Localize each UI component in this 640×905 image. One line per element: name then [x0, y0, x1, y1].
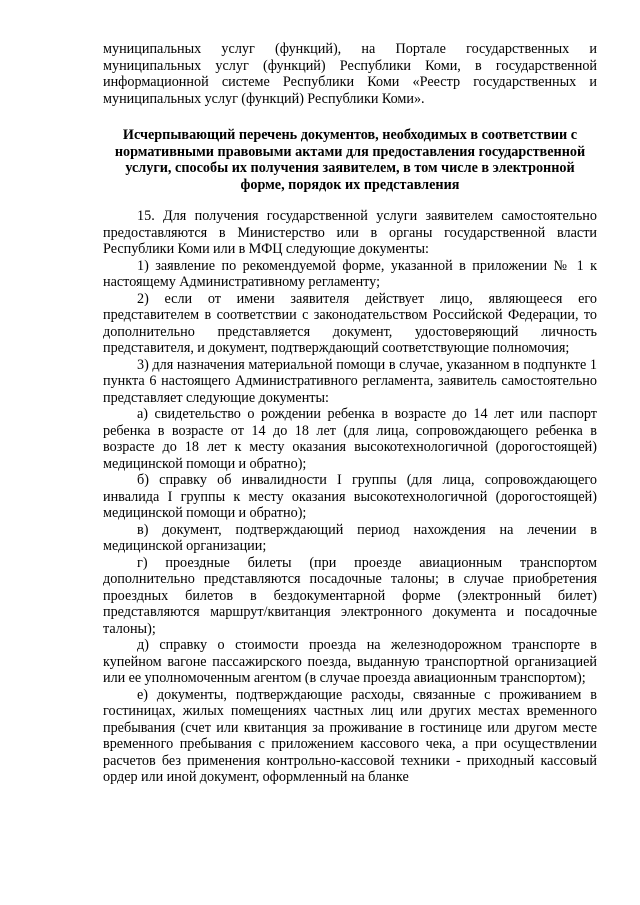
paragraph-item-v: в) документ, подтверждающий период нахождения на лечении в медицинской организации; [103, 521, 597, 554]
paragraph-item-d: д) справку о стоимости проезда на железнодорожном транспорте в купейном вагоне пассажирского поезда, выданную транспортной организацией или ее уполномоченным агентом (в случае проезда авиационным транспортом); [103, 637, 597, 686]
paragraph-item-a: а) свидетельство о рождении ребенка в возрасте до 14 лет или паспорт ребенка в возрасте от 14 до 18 лет (для лица, сопровождающего ребенка в возрасте до 18 лет к месту оказания высокотехнологичной (дорогостоящей) медицинской помощи и обратно); [103, 406, 597, 472]
document-body [103, 208, 597, 786]
intro-section [103, 41, 597, 107]
paragraph-item-2: 2) если от имени заявителя действует лицо, являющееся его представителем в соответствии с законодательством Российской Федерации, то дополнительно представляется документ, удостоверяющий личность представителя, и документ, подтверждающий соответствующие полномочия; [103, 290, 597, 356]
paragraph-15: 15. Для получения государственной услуги заявителем самостоятельно предоставляются в Министерство или в органы государственной власти Республики Коми или в МФЦ следующие документы: [103, 208, 597, 257]
paragraph-item-e: е) документы, подтверждающие расходы, связанные с проживанием в гостиницах, жилых помещениях частных лиц или других местах временного пребывания (счет или квитанция за проживание в гостинице или другом месте временного пребывания с приложением кассового чека, а при осуществлении расчетов без применения контрольно-кассовой техники - приходный кассовый ордер или иной документ, оформленный на бланке [103, 686, 597, 785]
paragraph-item-3: 3) для назначения материальной помощи в случае, указанном в подпункте 1 пункта 6 настоящего Административного регламента, заявитель самостоятельно представляет следующие документы: [103, 356, 597, 406]
intro-paragraph: муниципальных услуг (функций), на Портале государственных и муниципальных услуг (функций) Республики Коми, в государственной информационной системе Республики Коми «Реестр государственных и муниципальных услуг (функций) Республики Коми». [103, 41, 597, 107]
paragraph-item-b: б) справку об инвалидности I группы (для лица, сопровождающего инвалида I группы к месту оказания высокотехнологичной (дорогостоящей) медицинской помощи и обратно); [103, 472, 597, 521]
section-heading: Исчерпывающий перечень документов, необходимых в соответствии с нормативными правовыми актами для предоставления государственной услуги, способы их получения заявителем, в том числе в электронной форме, порядок их представления [114, 127, 586, 193]
paragraph-item-1: 1) заявление по рекомендуемой форме, указанной в приложении № 1 к настоящему Административному регламенту; [103, 257, 597, 290]
paragraph-item-g: г) проездные билеты (при проезде авиационным транспортом дополнительно представляются посадочные талоны; в случае приобретения проездных билетов в бездокументарной форме (электронный билет) представляются маршрут/квитанция электронного документа и посадочные талоны); [103, 554, 597, 637]
